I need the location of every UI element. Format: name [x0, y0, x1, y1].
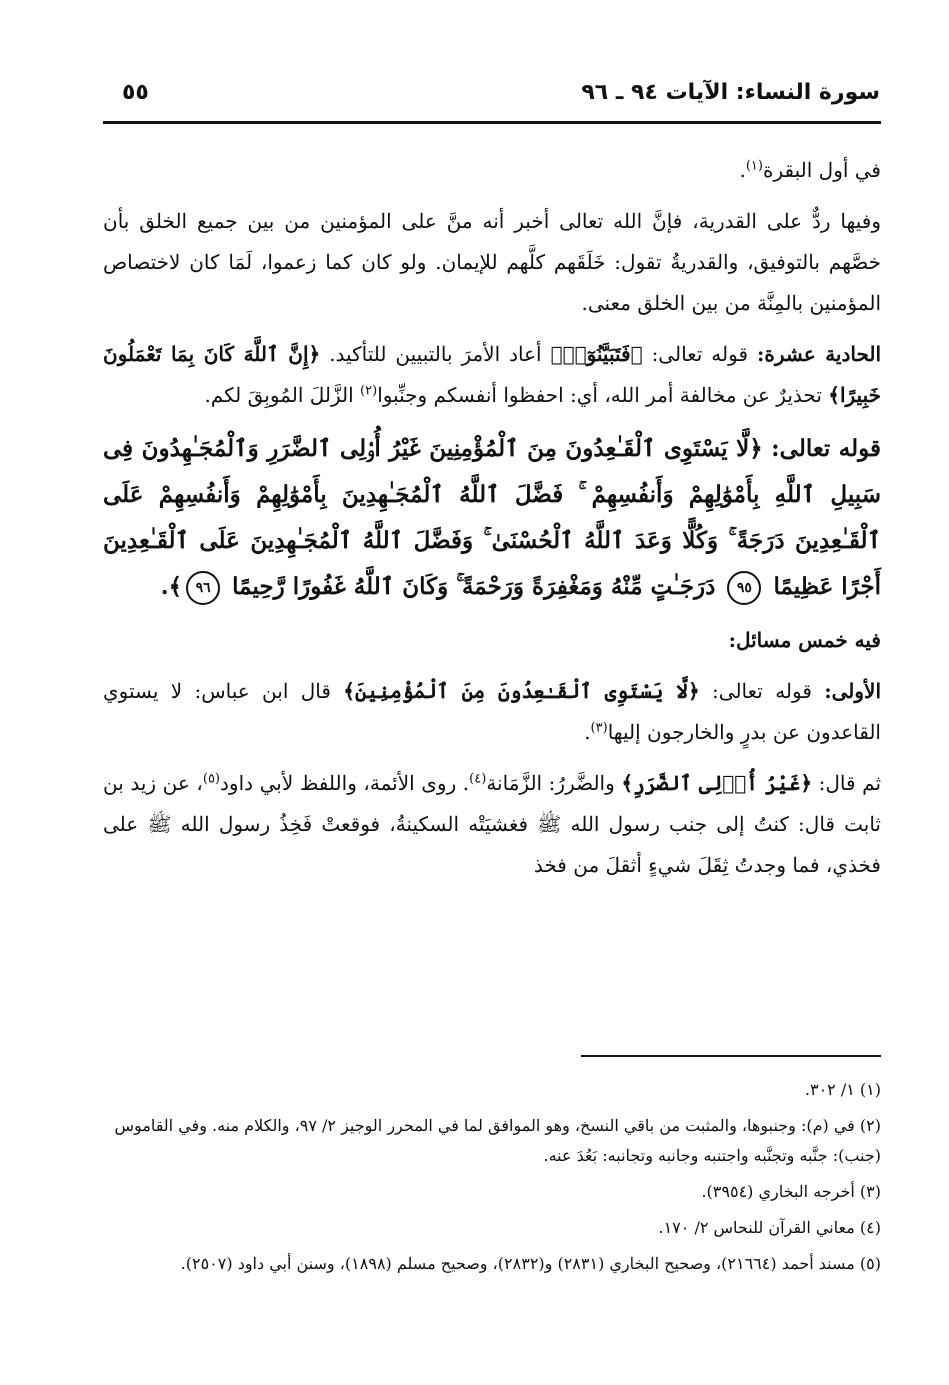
ayah-number-96: ٩٦: [186, 571, 220, 605]
text: .: [584, 720, 591, 744]
text: .: [739, 158, 746, 182]
footnote-separator: [581, 1055, 881, 1057]
main-text: [103, 150, 881, 896]
verse-text: ﴿لَّا يَسْتَوِى ٱلْقَـٰعِدُونَ مِنَ ٱلْمُؤْمِنِينَ غَيْرُ أُو۟لِى ٱلضَّرَرِ وَٱلْمُجَـٰهِدُونَ فِى سَبِيلِ ٱللَّهِ بِأَمْوَٰلِهِمْ وَأَنفُسِهِمْ ۚ فَضَّلَ ٱللَّهُ ٱلْمُجَـٰهِدِينَ بِأَمْوَٰلِهِمْ وَأَنفُسِهِمْ عَلَى ٱلْقَـٰعِدِينَ دَرَجَةً ۚ وَكُلًّا وَعَدَ ٱللَّهُ ٱلْحُسْنَىٰ ۚ وَفَضَّلَ ٱللَّهُ ٱلْمُجَـٰهِدِينَ عَلَى ٱلْقَـٰعِدِينَ أَجْرًا عَظِيمًا: [103, 435, 881, 600]
verse-close: ﴾.: [160, 573, 183, 600]
verse-block: [103, 426, 881, 610]
footnotes: [103, 1075, 881, 1285]
text: الزَّللَ المُوبِقَ لكم.: [204, 383, 354, 407]
header-rule: [103, 121, 881, 124]
text: قال ابن عباس: لا يستوي القاعدون عن بدرٍ والخارجون إليها: [103, 679, 881, 744]
paragraph-6: [103, 671, 881, 753]
footnote-5: (٥) مسند أحمد (٢١٦٦٤)، وصحيح البخاري (٢٨٣١) و(٢٨٣٢)، وصحيح مسلم (١٨٩٨)، وسنن أبي داود (٢٥٠٧).: [180, 1254, 881, 1273]
issue-heading: الأولى:: [824, 679, 882, 703]
footnote-ref-5[interactable]: (٥): [202, 771, 220, 787]
quran-quote: ﴿فَتَبَيَّنُوٓا۟﴾: [550, 342, 643, 366]
text: قوله تعالى:: [712, 679, 812, 703]
paragraph-3: [103, 334, 881, 416]
text: قوله تعالى:: [651, 342, 749, 366]
text: . روى الأئمة، واللفظ لأبي داود: [220, 771, 470, 795]
footnote-3: (٣) أخرجه البخاري (٣٩٥٤).: [701, 1182, 881, 1201]
paragraph-1: [103, 150, 881, 191]
footnote-ref-4[interactable]: (٤): [469, 771, 487, 787]
running-header: [110, 78, 880, 120]
section-heading: فيه خمس مسائل:: [728, 628, 881, 652]
text: ، عن زيد بن ثابت قال: كنتُ إلى جنب رسول الله ﷺ فغشيَتْه السكينةُ، فوقعتْ فَخِذُ رسول الله ﷺ على فخذي، فما وجدتُ ثِقَلَ شيءٍ أثقلَ من فخذ: [103, 771, 881, 877]
footnote-ref-3[interactable]: (٣): [590, 720, 608, 736]
text: أعاد الأمرَ بالتبيين للتأكيد.: [329, 342, 542, 366]
page-number: ٥٥: [122, 80, 149, 105]
quran-quote: ﴿إِنَّ ٱللَّهَ كَانَ بِمَا تَعْمَلُونَ خَبِيرًا﴾: [103, 342, 881, 407]
ayah-number-95: ٩٥: [727, 571, 761, 605]
paragraph-7: [103, 763, 881, 886]
text: والضَّررُ: الزَّمَانة: [486, 771, 615, 795]
footnote-2: (٢) في (م): وجنبوها، والمثبت من باقي النسخ، وهو الموافق لما في المحرر الوجيز ٢/ ٩٧، والكلام منه. وفي القاموس (جنب): جنَّبه وتجنَّبه واجتنبه وجانبه وتجانبه: بَعُدَ عنه.: [114, 1116, 881, 1165]
paragraph-2: [103, 201, 881, 324]
issue-heading: الحادية عشرة:: [756, 342, 882, 366]
text: تحذيرٌ عن مخالفة أمر الله، أي: احفظوا أنفسكم وجنِّبوا: [377, 383, 822, 407]
quran-quote: ﴿لَّا يَسْتَوِى ٱلْقَـٰعِدُونَ مِنَ ٱلْمُؤْمِنِينَ﴾: [343, 679, 700, 703]
text: في أول البقرة: [762, 158, 881, 182]
verse-heading: قوله تعالى:: [771, 435, 881, 462]
text: ثم قال:: [818, 771, 882, 795]
text: وفيها ردٌّ على القدرية، فإنَّ الله تعالى أخبر أنه منَّ على المؤمنين من بين جميع الخلق بأن خصَّهم بالتوفيق، والقدريةُ تقول: خَلَقَهم كلَّهم للإيمان. ولو كان كما زعموا، لَمَا كان لاختصاص المؤمنين بالمِنَّة من بين الخلق معنى.: [103, 209, 881, 315]
verse-text: دَرَجَـٰتٍ مِّنْهُ وَمَغْفِرَةً وَرَحْمَةً ۚ وَكَانَ ٱللَّهُ غَفُورًا رَّحِيمًا: [232, 573, 716, 600]
header-title: سورة النساء: الآيات ٩٤ ـ ٩٦: [581, 80, 880, 105]
footnote-4: (٤) معاني القرآن للنحاس ٢/ ١٧٠.: [658, 1218, 881, 1237]
footnote-ref-1[interactable]: (١): [745, 158, 763, 174]
footnote-1: (١) ١/ ٣٠٢.: [804, 1080, 881, 1099]
footnote-ref-2[interactable]: (٢): [360, 383, 378, 399]
quran-quote: ﴿غَيْرُ أُو۟لِى ٱلضَّرَرِ﴾: [621, 771, 813, 795]
